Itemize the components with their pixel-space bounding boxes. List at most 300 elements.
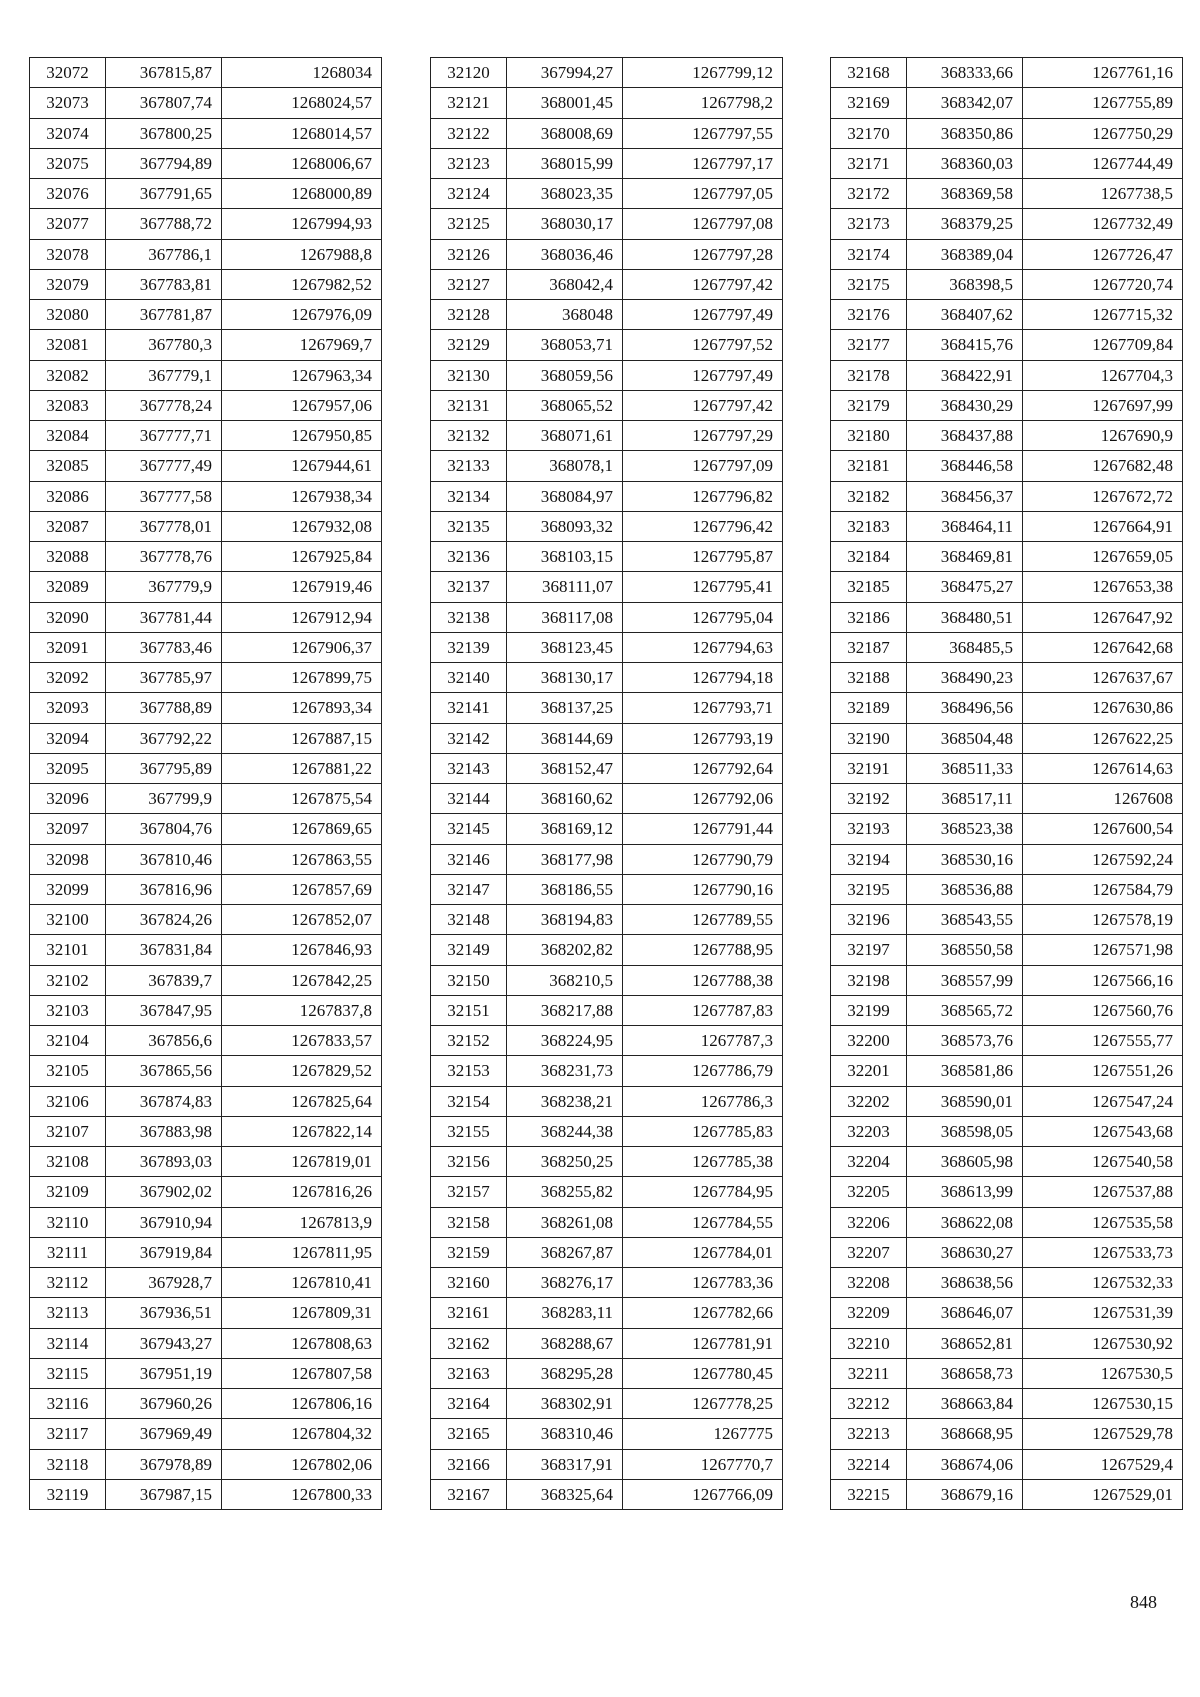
point-id-cell: 32089 [30, 572, 106, 602]
table-row [431, 1268, 783, 1298]
x-coordinate-cell: 368613,99 [907, 1177, 1023, 1207]
table-row [30, 965, 382, 995]
point-id-cell: 32173 [831, 209, 907, 239]
x-coordinate-cell: 367792,22 [106, 723, 222, 753]
table-row [30, 632, 382, 662]
y-coordinate-cell: 1267578,19 [1023, 905, 1183, 935]
y-coordinate-cell: 1267732,49 [1023, 209, 1183, 239]
x-coordinate-cell: 368389,04 [907, 239, 1023, 269]
y-coordinate-cell: 1267938,34 [222, 481, 382, 511]
table-row [431, 1449, 783, 1479]
table-row [431, 239, 783, 269]
x-coordinate-cell: 368598,05 [907, 1116, 1023, 1146]
point-id-cell: 32191 [831, 753, 907, 783]
y-coordinate-cell: 1267642,68 [1023, 632, 1183, 662]
point-id-cell: 32193 [831, 814, 907, 844]
y-coordinate-cell: 1267720,74 [1023, 269, 1183, 299]
y-coordinate-cell: 1267770,7 [623, 1449, 783, 1479]
y-coordinate-cell: 1267529,01 [1023, 1479, 1183, 1509]
x-coordinate-cell: 368169,12 [507, 814, 623, 844]
point-id-cell: 32085 [30, 451, 106, 481]
x-coordinate-cell: 368679,16 [907, 1479, 1023, 1509]
point-id-cell: 32101 [30, 935, 106, 965]
x-coordinate-cell: 368333,66 [907, 58, 1023, 88]
x-coordinate-cell: 368590,01 [907, 1086, 1023, 1116]
point-id-cell: 32210 [831, 1328, 907, 1358]
point-id-cell: 32196 [831, 905, 907, 935]
y-coordinate-cell: 1267822,14 [222, 1116, 382, 1146]
x-coordinate-cell: 368130,17 [507, 663, 623, 693]
y-coordinate-cell: 1267802,06 [222, 1449, 382, 1479]
table-row [831, 421, 1183, 451]
y-coordinate-cell: 1267842,25 [222, 965, 382, 995]
x-coordinate-cell: 368369,58 [907, 179, 1023, 209]
point-id-cell: 32132 [431, 421, 507, 451]
y-coordinate-cell: 1267797,28 [623, 239, 783, 269]
table-row [831, 148, 1183, 178]
y-coordinate-cell: 1267784,01 [623, 1237, 783, 1267]
table-row [30, 451, 382, 481]
x-coordinate-cell: 368276,17 [507, 1268, 623, 1298]
table-row [431, 572, 783, 602]
y-coordinate-cell: 1267881,22 [222, 753, 382, 783]
point-id-cell: 32105 [30, 1056, 106, 1086]
table-row [431, 481, 783, 511]
x-coordinate-cell: 368496,56 [907, 693, 1023, 723]
table-row [431, 632, 783, 662]
x-coordinate-cell: 367928,7 [106, 1268, 222, 1298]
point-id-cell: 32112 [30, 1268, 106, 1298]
table-row [30, 179, 382, 209]
y-coordinate-cell: 1267630,86 [1023, 693, 1183, 723]
table-row [831, 814, 1183, 844]
point-id-cell: 32100 [30, 905, 106, 935]
y-coordinate-cell: 1267788,38 [623, 965, 783, 995]
table-row [831, 1116, 1183, 1146]
x-coordinate-cell: 368023,35 [507, 179, 623, 209]
y-coordinate-cell: 1267653,38 [1023, 572, 1183, 602]
point-id-cell: 32076 [30, 179, 106, 209]
x-coordinate-cell: 368177,98 [507, 844, 623, 874]
y-coordinate-cell: 1267637,67 [1023, 663, 1183, 693]
point-id-cell: 32079 [30, 269, 106, 299]
point-id-cell: 32094 [30, 723, 106, 753]
table-row [431, 784, 783, 814]
point-id-cell: 32092 [30, 663, 106, 693]
table-row [431, 1298, 783, 1328]
table-row [831, 1389, 1183, 1419]
table-row [831, 693, 1183, 723]
y-coordinate-cell: 1267790,79 [623, 844, 783, 874]
x-coordinate-cell: 367785,97 [106, 663, 222, 693]
x-coordinate-cell: 368267,87 [507, 1237, 623, 1267]
x-coordinate-cell: 367804,76 [106, 814, 222, 844]
x-coordinate-cell: 367847,95 [106, 995, 222, 1025]
y-coordinate-cell: 1267744,49 [1023, 148, 1183, 178]
x-coordinate-cell: 367778,76 [106, 542, 222, 572]
y-coordinate-cell: 1267672,72 [1023, 481, 1183, 511]
table-row [431, 58, 783, 88]
point-id-cell: 32128 [431, 300, 507, 330]
table-row [831, 723, 1183, 753]
point-id-cell: 32080 [30, 300, 106, 330]
x-coordinate-cell: 368202,82 [507, 935, 623, 965]
y-coordinate-cell: 1267846,93 [222, 935, 382, 965]
table-row [831, 1479, 1183, 1509]
point-id-cell: 32174 [831, 239, 907, 269]
point-id-cell: 32215 [831, 1479, 907, 1509]
point-id-cell: 32182 [831, 481, 907, 511]
point-id-cell: 32073 [30, 88, 106, 118]
table-row [30, 300, 382, 330]
table-row [30, 1389, 382, 1419]
table-row [431, 421, 783, 451]
point-id-cell: 32141 [431, 693, 507, 723]
y-coordinate-cell: 1267906,37 [222, 632, 382, 662]
point-id-cell: 32072 [30, 58, 106, 88]
table-row [431, 1177, 783, 1207]
y-coordinate-cell: 1267614,63 [1023, 753, 1183, 783]
x-coordinate-cell: 368283,11 [507, 1298, 623, 1328]
coordinate-table-2 [430, 57, 783, 1510]
x-coordinate-cell: 367778,24 [106, 390, 222, 420]
y-coordinate-cell: 1267790,16 [623, 874, 783, 904]
point-id-cell: 32081 [30, 330, 106, 360]
table-row [431, 814, 783, 844]
table-row [831, 844, 1183, 874]
table-row [431, 1389, 783, 1419]
point-id-cell: 32138 [431, 602, 507, 632]
x-coordinate-cell: 368036,46 [507, 239, 623, 269]
table-row [831, 753, 1183, 783]
table-row [831, 360, 1183, 390]
table-row [431, 693, 783, 723]
y-coordinate-cell: 1267893,34 [222, 693, 382, 723]
table-row [831, 481, 1183, 511]
table-row [30, 118, 382, 148]
table-row [831, 451, 1183, 481]
x-coordinate-cell: 368523,38 [907, 814, 1023, 844]
y-coordinate-cell: 1267792,64 [623, 753, 783, 783]
x-coordinate-cell: 368048 [507, 300, 623, 330]
x-coordinate-cell: 368186,55 [507, 874, 623, 904]
table-row [831, 905, 1183, 935]
y-coordinate-cell: 1267899,75 [222, 663, 382, 693]
table-row [831, 965, 1183, 995]
y-coordinate-cell: 1267761,16 [1023, 58, 1183, 88]
point-id-cell: 32154 [431, 1086, 507, 1116]
x-coordinate-cell: 368407,62 [907, 300, 1023, 330]
table-row [30, 905, 382, 935]
x-coordinate-cell: 368638,56 [907, 1268, 1023, 1298]
x-coordinate-cell: 368342,07 [907, 88, 1023, 118]
table-row [431, 663, 783, 693]
y-coordinate-cell: 1267786,79 [623, 1056, 783, 1086]
x-coordinate-cell: 368456,37 [907, 481, 1023, 511]
point-id-cell: 32180 [831, 421, 907, 451]
y-coordinate-cell: 1267813,9 [222, 1207, 382, 1237]
table-row [831, 1026, 1183, 1056]
point-id-cell: 32200 [831, 1026, 907, 1056]
x-coordinate-cell: 367799,9 [106, 784, 222, 814]
y-coordinate-cell: 1267795,87 [623, 542, 783, 572]
y-coordinate-cell: 1267775 [623, 1419, 783, 1449]
point-id-cell: 32189 [831, 693, 907, 723]
y-coordinate-cell: 1267795,41 [623, 572, 783, 602]
x-coordinate-cell: 368030,17 [507, 209, 623, 239]
point-id-cell: 32209 [831, 1298, 907, 1328]
point-id-cell: 32110 [30, 1207, 106, 1237]
table-row [431, 723, 783, 753]
table-row [431, 1116, 783, 1146]
point-id-cell: 32208 [831, 1268, 907, 1298]
y-coordinate-cell: 1267571,98 [1023, 935, 1183, 965]
point-id-cell: 32165 [431, 1419, 507, 1449]
point-id-cell: 32121 [431, 88, 507, 118]
y-coordinate-cell: 1267780,45 [623, 1358, 783, 1388]
table-row [831, 1449, 1183, 1479]
y-coordinate-cell: 1267808,63 [222, 1328, 382, 1358]
point-id-cell: 32207 [831, 1237, 907, 1267]
point-id-cell: 32113 [30, 1298, 106, 1328]
x-coordinate-cell: 367807,74 [106, 88, 222, 118]
point-id-cell: 32098 [30, 844, 106, 874]
point-id-cell: 32178 [831, 360, 907, 390]
y-coordinate-cell: 1267785,38 [623, 1147, 783, 1177]
point-id-cell: 32131 [431, 390, 507, 420]
y-coordinate-cell: 1267782,66 [623, 1298, 783, 1328]
y-coordinate-cell: 1267797,55 [623, 118, 783, 148]
y-coordinate-cell: 1267797,42 [623, 269, 783, 299]
x-coordinate-cell: 367839,7 [106, 965, 222, 995]
table-row [831, 511, 1183, 541]
point-id-cell: 32083 [30, 390, 106, 420]
y-coordinate-cell: 1267797,08 [623, 209, 783, 239]
x-coordinate-cell: 368437,88 [907, 421, 1023, 451]
point-id-cell: 32103 [30, 995, 106, 1025]
y-coordinate-cell: 1267592,24 [1023, 844, 1183, 874]
x-coordinate-cell: 367777,71 [106, 421, 222, 451]
point-id-cell: 32096 [30, 784, 106, 814]
table-row [831, 632, 1183, 662]
table-row [30, 874, 382, 904]
y-coordinate-cell: 1267784,95 [623, 1177, 783, 1207]
x-coordinate-cell: 368622,08 [907, 1207, 1023, 1237]
y-coordinate-cell: 1267543,68 [1023, 1116, 1183, 1146]
y-coordinate-cell: 1268000,89 [222, 179, 382, 209]
point-id-cell: 32153 [431, 1056, 507, 1086]
point-id-cell: 32119 [30, 1479, 106, 1509]
x-coordinate-cell: 367783,81 [106, 269, 222, 299]
table-row [431, 753, 783, 783]
y-coordinate-cell: 1267584,79 [1023, 874, 1183, 904]
x-coordinate-cell: 368093,32 [507, 511, 623, 541]
point-id-cell: 32188 [831, 663, 907, 693]
y-coordinate-cell: 1267797,49 [623, 300, 783, 330]
table-row [30, 1449, 382, 1479]
x-coordinate-cell: 367816,96 [106, 874, 222, 904]
y-coordinate-cell: 1267781,91 [623, 1328, 783, 1358]
table-row [431, 1328, 783, 1358]
point-id-cell: 32167 [431, 1479, 507, 1509]
x-coordinate-cell: 368250,25 [507, 1147, 623, 1177]
point-id-cell: 32181 [831, 451, 907, 481]
table-row [30, 1056, 382, 1086]
x-coordinate-cell: 368084,97 [507, 481, 623, 511]
table-row [431, 390, 783, 420]
y-coordinate-cell: 1267982,52 [222, 269, 382, 299]
table-row [831, 300, 1183, 330]
point-id-cell: 32184 [831, 542, 907, 572]
table-row [431, 1147, 783, 1177]
x-coordinate-cell: 368511,33 [907, 753, 1023, 783]
y-coordinate-cell: 1267766,09 [623, 1479, 783, 1509]
y-coordinate-cell: 1267532,33 [1023, 1268, 1183, 1298]
y-coordinate-cell: 1267786,3 [623, 1086, 783, 1116]
x-coordinate-cell: 368231,73 [507, 1056, 623, 1086]
point-id-cell: 32139 [431, 632, 507, 662]
y-coordinate-cell: 1267529,78 [1023, 1419, 1183, 1449]
table-row [431, 330, 783, 360]
point-id-cell: 32156 [431, 1147, 507, 1177]
table-row [30, 995, 382, 1025]
table-row [831, 209, 1183, 239]
table-row [30, 1086, 382, 1116]
x-coordinate-cell: 368674,06 [907, 1449, 1023, 1479]
point-id-cell: 32214 [831, 1449, 907, 1479]
point-id-cell: 32129 [431, 330, 507, 360]
x-coordinate-cell: 368430,29 [907, 390, 1023, 420]
y-coordinate-cell: 1267912,94 [222, 602, 382, 632]
y-coordinate-cell: 1267869,65 [222, 814, 382, 844]
x-coordinate-cell: 367777,58 [106, 481, 222, 511]
point-id-cell: 32159 [431, 1237, 507, 1267]
x-coordinate-cell: 367786,1 [106, 239, 222, 269]
y-coordinate-cell: 1267794,18 [623, 663, 783, 693]
point-id-cell: 32111 [30, 1237, 106, 1267]
point-id-cell: 32088 [30, 542, 106, 572]
table-row [831, 663, 1183, 693]
x-coordinate-cell: 367978,89 [106, 1449, 222, 1479]
point-id-cell: 32109 [30, 1177, 106, 1207]
y-coordinate-cell: 1267551,26 [1023, 1056, 1183, 1086]
point-id-cell: 32090 [30, 602, 106, 632]
point-id-cell: 32169 [831, 88, 907, 118]
x-coordinate-cell: 368464,11 [907, 511, 1023, 541]
y-coordinate-cell: 1267800,33 [222, 1479, 382, 1509]
y-coordinate-cell: 1267793,71 [623, 693, 783, 723]
table-row [431, 148, 783, 178]
y-coordinate-cell: 1268024,57 [222, 88, 382, 118]
x-coordinate-cell: 368160,62 [507, 784, 623, 814]
x-coordinate-cell: 367795,89 [106, 753, 222, 783]
table-row [831, 602, 1183, 632]
table-row [431, 1358, 783, 1388]
x-coordinate-cell: 368360,03 [907, 148, 1023, 178]
x-coordinate-cell: 368123,45 [507, 632, 623, 662]
x-coordinate-cell: 368663,84 [907, 1389, 1023, 1419]
y-coordinate-cell: 1267810,41 [222, 1268, 382, 1298]
x-coordinate-cell: 368042,4 [507, 269, 623, 299]
table-row [831, 1237, 1183, 1267]
table-row [30, 88, 382, 118]
y-coordinate-cell: 1267796,82 [623, 481, 783, 511]
point-id-cell: 32125 [431, 209, 507, 239]
x-coordinate-cell: 368053,71 [507, 330, 623, 360]
y-coordinate-cell: 1267531,39 [1023, 1298, 1183, 1328]
point-id-cell: 32115 [30, 1358, 106, 1388]
table-row [831, 1086, 1183, 1116]
x-coordinate-cell: 367893,03 [106, 1147, 222, 1177]
table-row [30, 148, 382, 178]
point-id-cell: 32135 [431, 511, 507, 541]
y-coordinate-cell: 1267788,95 [623, 935, 783, 965]
x-coordinate-cell: 368668,95 [907, 1419, 1023, 1449]
point-id-cell: 32158 [431, 1207, 507, 1237]
y-coordinate-cell: 1267784,55 [623, 1207, 783, 1237]
x-coordinate-cell: 367831,84 [106, 935, 222, 965]
y-coordinate-cell: 1267994,93 [222, 209, 382, 239]
table-row [831, 1328, 1183, 1358]
x-coordinate-cell: 367794,89 [106, 148, 222, 178]
point-id-cell: 32099 [30, 874, 106, 904]
x-coordinate-cell: 368630,27 [907, 1237, 1023, 1267]
x-coordinate-cell: 367779,1 [106, 360, 222, 390]
point-id-cell: 32211 [831, 1358, 907, 1388]
y-coordinate-cell: 1267697,99 [1023, 390, 1183, 420]
y-coordinate-cell: 1267792,06 [623, 784, 783, 814]
y-coordinate-cell: 1267608 [1023, 784, 1183, 814]
x-coordinate-cell: 368244,38 [507, 1116, 623, 1146]
table-row [30, 1177, 382, 1207]
y-coordinate-cell: 1267750,29 [1023, 118, 1183, 148]
y-coordinate-cell: 1267807,58 [222, 1358, 382, 1388]
x-coordinate-cell: 368144,69 [507, 723, 623, 753]
x-coordinate-cell: 368210,5 [507, 965, 623, 995]
table-row [831, 1268, 1183, 1298]
x-coordinate-cell: 367969,49 [106, 1419, 222, 1449]
y-coordinate-cell: 1267863,55 [222, 844, 382, 874]
y-coordinate-cell: 1267811,95 [222, 1237, 382, 1267]
point-id-cell: 32150 [431, 965, 507, 995]
y-coordinate-cell: 1267797,49 [623, 360, 783, 390]
table-row [831, 1056, 1183, 1086]
x-coordinate-cell: 368078,1 [507, 451, 623, 481]
table-row [30, 58, 382, 88]
table-row [431, 1026, 783, 1056]
x-coordinate-cell: 368238,21 [507, 1086, 623, 1116]
x-coordinate-cell: 368379,25 [907, 209, 1023, 239]
y-coordinate-cell: 1267794,63 [623, 632, 783, 662]
point-id-cell: 32201 [831, 1056, 907, 1086]
y-coordinate-cell: 1267530,5 [1023, 1358, 1183, 1388]
table-row [831, 88, 1183, 118]
x-coordinate-cell: 367902,02 [106, 1177, 222, 1207]
point-id-cell: 32172 [831, 179, 907, 209]
point-id-cell: 32162 [431, 1328, 507, 1358]
y-coordinate-cell: 1267887,15 [222, 723, 382, 753]
x-coordinate-cell: 367936,51 [106, 1298, 222, 1328]
point-id-cell: 32160 [431, 1268, 507, 1298]
point-id-cell: 32149 [431, 935, 507, 965]
table-row [431, 88, 783, 118]
point-id-cell: 32183 [831, 511, 907, 541]
x-coordinate-cell: 367910,94 [106, 1207, 222, 1237]
table-row [431, 269, 783, 299]
x-coordinate-cell: 367791,65 [106, 179, 222, 209]
y-coordinate-cell: 1267988,8 [222, 239, 382, 269]
point-id-cell: 32206 [831, 1207, 907, 1237]
